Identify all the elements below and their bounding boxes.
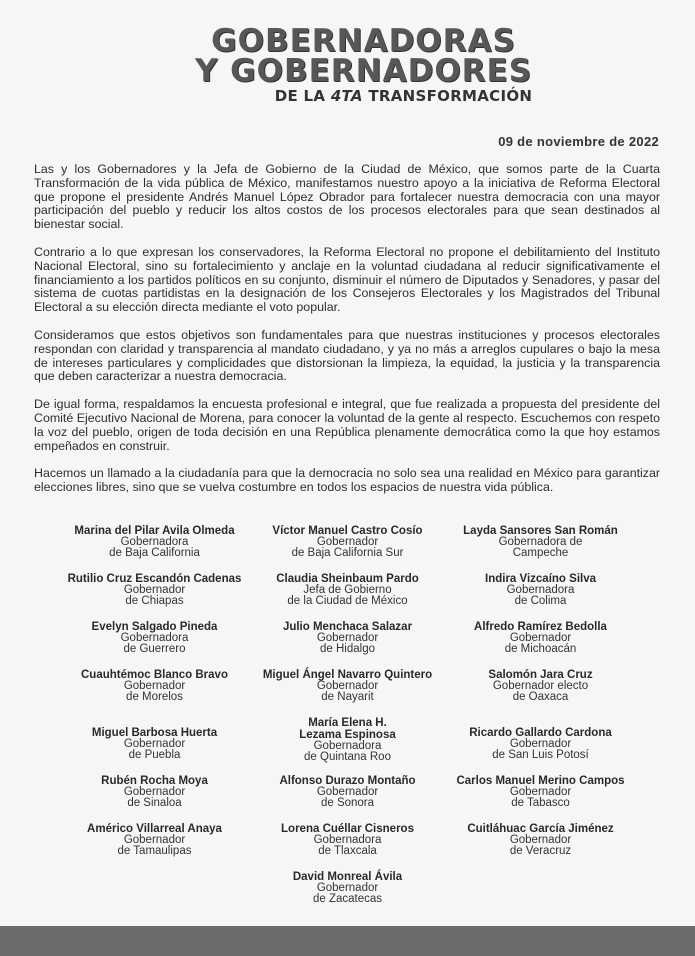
signatory-state: de Nayarit [321, 691, 374, 703]
signatory [251, 775, 444, 823]
signatory-state: de Tlaxcala [318, 845, 377, 857]
paragraph-5: Hacemos un llamado a la ciudadanía para que la democracia no solo sea una realidad en México para garantizar elecciones libres, sino que se vuelva costumbre en todos los espacios de nuestra vida pública. [34, 466, 660, 495]
signatory-role: Gobernadora [313, 834, 382, 846]
signatory-name: Salomón Jara Cruz [488, 669, 593, 681]
signatory-role: Gobernador electo [492, 680, 589, 692]
masthead-line-3-prefix: DE LA [274, 87, 331, 105]
signatory [251, 717, 444, 775]
signatory [58, 573, 251, 621]
masthead-line-3-suffix: TRANSFORMACIÓN [362, 87, 533, 105]
signatory-state: de Hidalgo [320, 643, 375, 655]
signatory [444, 669, 637, 717]
signatory-state: de Quintana Roo [304, 751, 391, 763]
signatory [58, 823, 251, 871]
signatory-role: Gobernador [509, 834, 572, 846]
signatory-name: Claudia Sheinbaum Pardo [276, 573, 419, 585]
signatory-role: Gobernador [123, 786, 186, 798]
signatory-name: Indira Vizcaíno Silva [485, 573, 596, 585]
signatory-state: de Guerrero [123, 643, 186, 655]
signatory-name: Ricardo Gallardo Cardona [469, 727, 612, 739]
signatory-name: Marina del Pilar Avila Olmeda [74, 525, 235, 537]
signatory [251, 573, 444, 621]
signatory [444, 717, 637, 775]
signatory-state: de Veracruz [509, 845, 572, 857]
signatory [58, 717, 251, 775]
signatory [58, 775, 251, 823]
document-date: 09 de noviembre de 2022 [498, 134, 659, 149]
signatory-state: de Zacatecas [312, 893, 383, 905]
signatory-name: Julio Menchaca Salazar [282, 621, 413, 633]
masthead-line-2: Y GOBERNADORES [194, 53, 533, 89]
signatory-role: Gobernador [316, 680, 379, 692]
signatory-role: Gobernador [316, 882, 379, 894]
signatory-role: Gobernador [509, 738, 572, 750]
signatory-state: de Baja California [109, 547, 200, 559]
signatory-name: Layda Sansores San Román [463, 525, 618, 537]
signatory-grid [58, 525, 638, 919]
masthead-line-3-emphasis: 4TA [330, 87, 363, 105]
signatory [444, 525, 637, 573]
signatory-name: Miguel Barbosa Huerta [91, 727, 218, 739]
signatory-name: Cuitláhuac García Jiménez [467, 823, 614, 835]
signatory-role: Gobernador [316, 632, 379, 644]
signatory [251, 621, 444, 669]
signatory-name: Evelyn Salgado Pineda [91, 621, 218, 633]
signatory-name: Américo Villarreal Anaya [87, 823, 222, 835]
signatory-state: de Michoacán [504, 643, 577, 655]
signatory-state: de Colima [514, 595, 567, 607]
signatory [444, 573, 637, 621]
signatory-role: Jefa de Gobierno [303, 584, 392, 596]
signatory [251, 823, 444, 871]
paragraph-3: Consideramos que estos objetivos son fundamentales para que nuestras instituciones y procesos electorales respondan con claridad y transparencia al mandato ciudadano, y ya no más a arreglos cupulares o bajo la mesa de intereses particulares y complicidades que distorsionan la limpieza, la equidad, la justicia y la transparencia que deben caracterizar a nuestra democracia. [34, 327, 660, 384]
signatory-name: Alfredo Ramírez Bedolla [474, 621, 607, 633]
paragraph-4: De igual forma, respaldamos la encuesta profesional e integral, que fue realizada a propuesta del presidente del Comité Ejecutivo Nacional de Morena, para conocer la voluntad de la gente al respecto. Escuchemos con respeto la voz del pueblo, origen de toda decisión en una República plenamente democrática como la que hoy estamos empeñados en construir. [34, 397, 660, 453]
signatory-name: Rubén Rocha Moya [101, 775, 208, 787]
signatory-state: de Oaxaca [512, 691, 569, 703]
signatory-name-line-2: Lezama Espinosa [299, 729, 396, 741]
signatory-role: Gobernador [123, 738, 186, 750]
signatory-role: Gobernador [316, 536, 379, 548]
signatory-state: de la Ciudad de México [287, 595, 408, 607]
signatory-state: de Tabasco [511, 797, 570, 809]
signatory-name: Carlos Manuel Merino Campos [456, 775, 625, 787]
signatory-role: Gobernadora [313, 740, 382, 752]
statement-body [34, 163, 660, 509]
signatory [251, 669, 444, 717]
signatory-state: de Puebla [128, 749, 181, 761]
signatory [444, 823, 637, 871]
signatory [58, 525, 251, 573]
signatory-name: Miguel Ángel Navarro Quintero [262, 669, 433, 681]
signatory-name: Lorena Cuéllar Cisneros [281, 823, 414, 835]
signatory-name: María Elena H. [308, 717, 387, 729]
signatory-state: Campeche [512, 547, 569, 559]
signatory [444, 775, 637, 823]
signatory-state: de Chiapas [125, 595, 184, 607]
signatory-state: de Morelos [126, 691, 183, 703]
signatory-role: Gobernador [123, 680, 186, 692]
signatory-name: Cuauhtémoc Blanco Bravo [81, 669, 228, 681]
signatory [444, 621, 637, 669]
masthead-line-3 [112, 89, 695, 104]
signatory-name: Víctor Manuel Castro Cosío [272, 525, 423, 537]
signatory-role: Gobernadora [506, 584, 575, 596]
paragraph-2: Contrario a lo que expresan los conservadores, la Reforma Electoral no propone el debilitamiento del Instituto Nacional Electoral, sino su fortalecimiento y anclaje en la voluntad ciudadana al reducir significativamente el financiamiento a los partidos políticos en su conjunto, disminuir el número de Diputados y Senadores, y pasar del sistema de cuotas partidistas en la designación de los Consejeros Electorales y los Magistrados del Tribunal Electoral a su elección directa mediante el voto popular. [34, 244, 660, 315]
signatory-role: Gobernadora [120, 536, 189, 548]
footer-bar [0, 926, 695, 956]
signatory-role: Gobernador [123, 834, 186, 846]
signatory-state: de Baja California Sur [291, 547, 404, 559]
signatory [251, 871, 444, 919]
signatory-name: David Monreal Ávila [292, 871, 403, 883]
signatory-role: Gobernador [509, 632, 572, 644]
signatory [58, 669, 251, 717]
signatory-state: de Tamaulipas [117, 845, 192, 857]
signatory [58, 621, 251, 669]
signatory-name: Rutilio Cruz Escandón Cadenas [67, 573, 242, 585]
signatory-role: Gobernador [509, 786, 572, 798]
signatory-role: Gobernador [316, 786, 379, 798]
signatory-state: de San Luis Potosí [492, 749, 589, 761]
signatory-role: Gobernadora [120, 632, 189, 644]
signatory-state: de Sinaloa [127, 797, 182, 809]
signatories [58, 525, 638, 919]
signatory-name: Alfonso Durazo Montaño [279, 775, 416, 787]
masthead-line-1: GOBERNADORAS [211, 23, 516, 59]
signatory-state: de Sonora [320, 797, 375, 809]
signatory [251, 525, 444, 573]
paragraph-1: Las y los Gobernadores y la Jefa de Gobierno de la Ciudad de México, que somos parte de la Cuarta Transformación de la vida pública de México, manifestamos nuestro apoyo a la iniciativa de Reforma Electoral que propone el presidente Andrés Manuel López Obrador para fortalecer nuestra democracia con una mayor participación del pueblo y reducir los altos costos de los procesos electorales para que sean destinados al bienestar social. [34, 162, 660, 232]
signatory-role: Gobernadora de [498, 536, 583, 548]
masthead [0, 23, 695, 105]
signatory-role: Gobernador [123, 584, 186, 596]
